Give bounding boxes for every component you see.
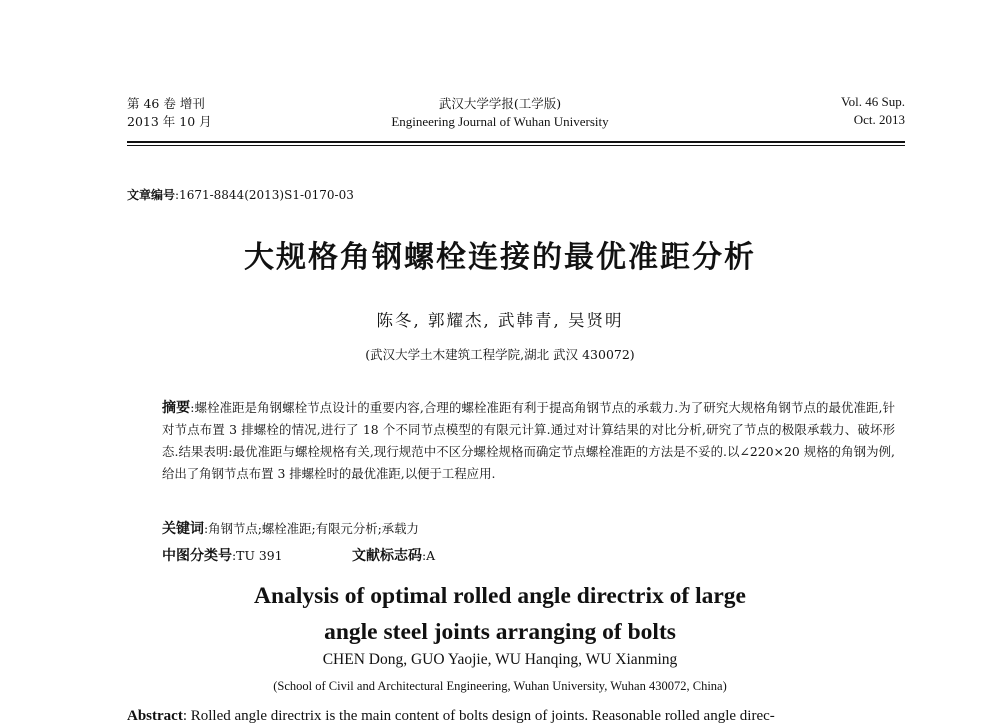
journal-name-en: Engineering Journal of Wuhan University (391, 114, 609, 129)
keywords-value: :角钢节点;螺栓准距;有限元分析;承载力 (204, 521, 419, 536)
volume-issue: 第 46 卷 增刊 (127, 96, 205, 111)
article-number-label: 文章编号 (127, 188, 176, 202)
header-rule-thin (127, 145, 905, 146)
document-code (352, 545, 435, 565)
keywords-chinese (162, 518, 419, 538)
abstract-english (127, 708, 927, 725)
header-rule-thick (127, 141, 905, 143)
document-code-value: :A (422, 548, 436, 563)
abstract-text-en: : Rolled angle directrix is the main content of bolts design of joints. Reasonable rolled angle direc- (182, 708, 775, 724)
title-chinese: 大规格角钢螺栓连接的最优准距分析 (244, 240, 756, 275)
title-english-line1: Analysis of optimal rolled angle directrix of large (254, 583, 746, 609)
abstract-label-en: Abstract (127, 708, 183, 724)
journal-name-cn: 武汉大学学报(工学版) (438, 96, 562, 111)
classification-label: 中图分类号 (162, 548, 232, 564)
article-number (127, 186, 354, 203)
abstract-text-cn: :螺栓准距是角钢螺栓节点设计的重要内容,合理的螺栓准距有利于提高角钢节点的承载力.为了研究大规格角钢节点的最优准距,针对节点布置 3 排螺栓的情况,进行了 18 个不同节点模型的有限元计算.通过对计算结果的对比分析,研究了节点的极限承载力、破坏形态.结果表明:最优准距与螺栓规格有关,现行规范中不区分螺栓规格而确定节点螺栓准距的方法是不妥的.以∠220×20 规格的角钢为例,给出了角钢节点布置 3 排螺栓时的最优准距,以便于工程应用. (162, 400, 896, 481)
journal-volume-info-en (841, 93, 905, 129)
classification-number (162, 545, 282, 565)
affiliation-chinese: (武汉大学土木建筑工程学院,湖北 武汉 430072) (365, 347, 635, 362)
date-en: Oct. 2013 (853, 112, 905, 127)
keywords-label: 关键词 (162, 521, 204, 537)
title-english-line2: angle steel joints arranging of bolts (324, 619, 676, 645)
publication-date: 2013 年 10 月 (127, 114, 212, 129)
authors-english: CHEN Dong, GUO Yaojie, WU Hanqing, WU Xianming (322, 651, 678, 668)
authors-chinese: 陈冬, 郭耀杰, 武韩青, 吴贤明 (376, 311, 624, 330)
affiliation-english: (School of Civil and Architectural Engineering, Wuhan University, Wuhan 430072, China) (273, 679, 727, 693)
abstract-label-cn: 摘要 (162, 400, 191, 416)
title-english (0, 578, 1000, 650)
volume-en: Vol. 46 Sup. (840, 94, 905, 109)
abstract-chinese (162, 397, 895, 485)
classification-value: :TU 391 (232, 548, 283, 563)
document-code-label: 文献标志码 (352, 548, 422, 564)
article-number-value: :1671-8844(2013)S1-0170-03 (175, 188, 354, 202)
